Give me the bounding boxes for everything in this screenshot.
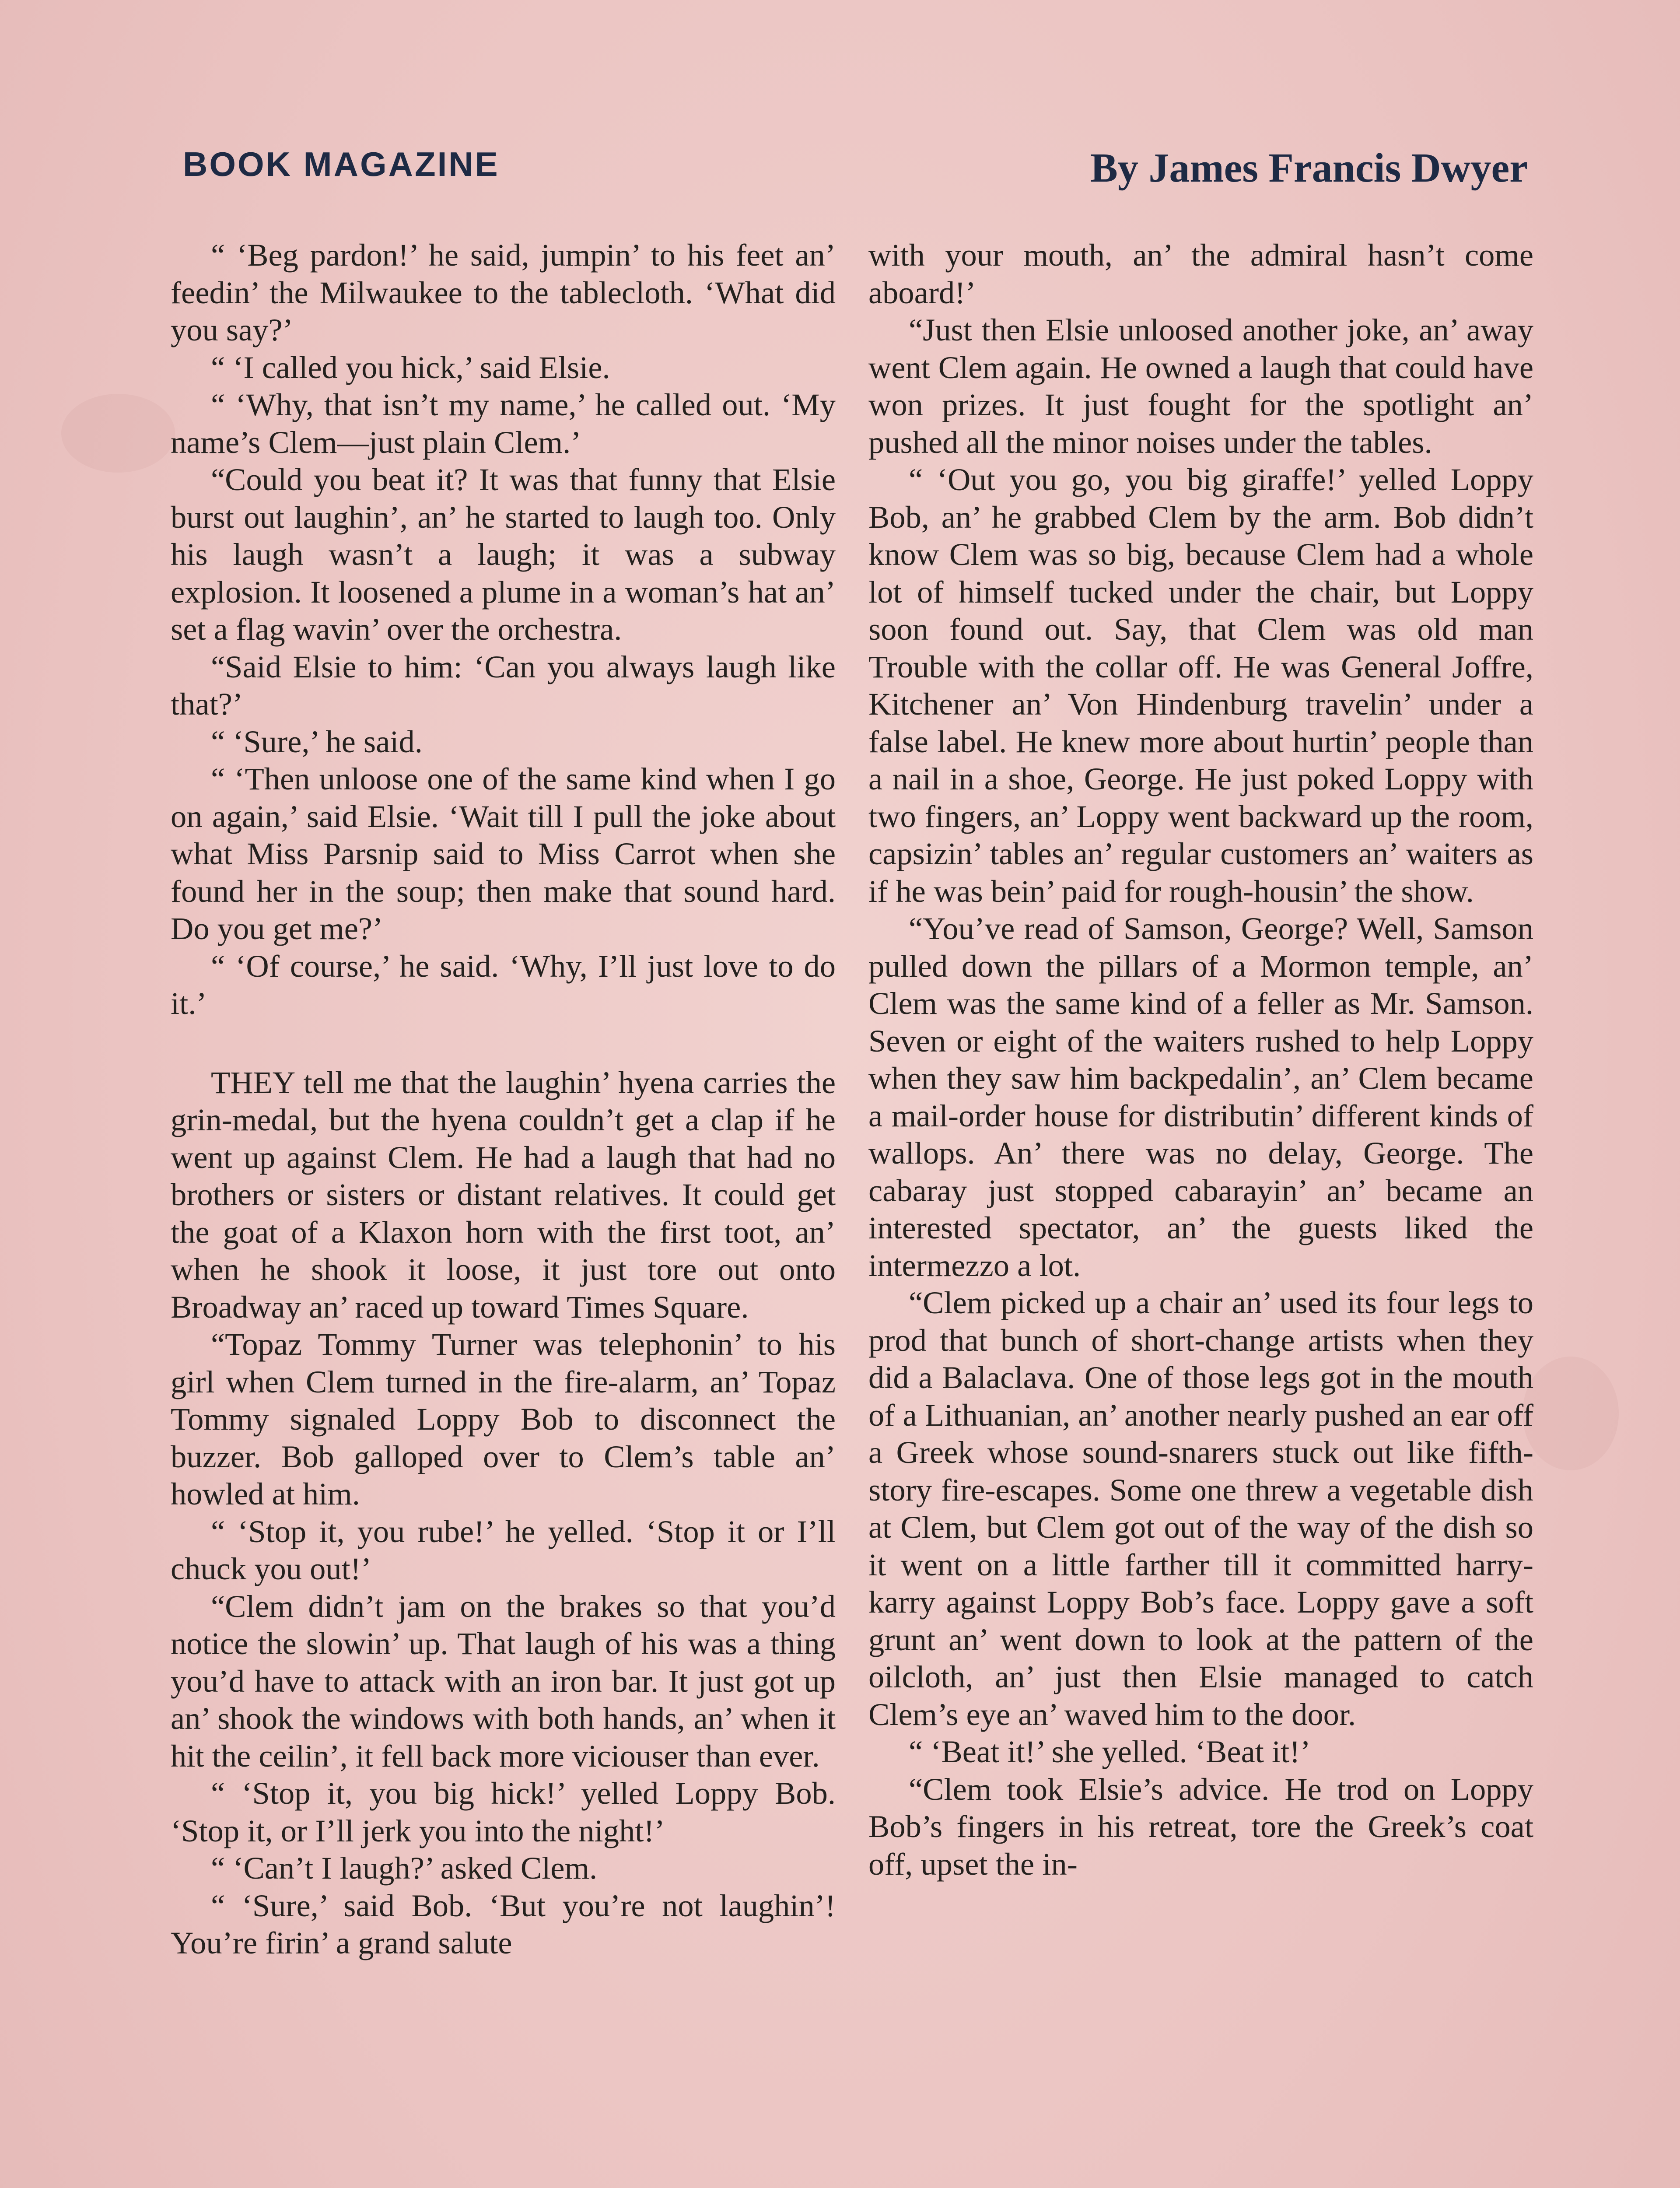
paragraph-continued: with your mouth, an’ the admiral hasn’t come aboard!’: [868, 237, 1533, 310]
paragraph: “ ‘Of course,’ he said. ‘Why, I’ll just love to do it.’: [171, 948, 836, 1021]
paper-stain: [61, 394, 175, 473]
paragraph: “ ‘Beat it!’ she yelled. ‘Beat it!’: [909, 1734, 1311, 1769]
paragraph: “Said Elsie to him: ‘Can you always laugh like that?’: [171, 649, 836, 722]
paragraph: “ ‘Then unloose one of the same kind when I go on again,’ said Elsie. ‘Wait till I pull the joke about what Miss Parsnip said to Miss Carrot when she found her in the soup; then make that sound hard. Do you get me?’: [171, 761, 836, 946]
paragraph: “ ‘Out you go, you big giraffe!’ yelled Loppy Bob, an’ he grabbed Clem by the arm. Bob didn’t know Clem was so big, because Clem had a whole lot of himself tucked under the chair, but Loppy soon found out. Say, that Clem was old man Trouble with the collar off. He was General Joffre, Kitchener an’ Von Hindenburg travelin’ under a false label. He knew more about hurtin’ people than a nail in a shoe, George. He just poked Loppy with two fingers, an’ Loppy went backward up the room, capsizin’ tables an’ regular customers an’ waiters as if he was bein’ paid for rough-housin’ the show.: [868, 462, 1533, 909]
paragraph: “ ‘Beg pardon!’ he said, jumpin’ to his feet an’ feedin’ the Milwaukee to the tablecloth. ‘What did you say?’: [171, 237, 836, 347]
paragraph: “Clem took Elsie’s advice. He trod on Loppy Bob’s fingers in his retreat, tore the Greek’s coat off, upset the in-: [868, 1771, 1533, 1882]
paragraph: “ ‘Stop it, you rube!’ he yelled. ‘Stop it or I’ll chuck you out!’: [171, 1513, 836, 1586]
paragraph: “Topaz Tommy Turner was telephonin’ to his girl when Clem turned in the fire-alarm, an’ Topaz Tommy signaled Loppy Bob to disconnect the buzzer. Bob galloped over to Clem’s table an’ howled at him.: [171, 1326, 836, 1511]
running-header: [183, 144, 1528, 191]
paragraph: “ ‘Stop it, you big hick!’ yelled Loppy Bob. ‘Stop it, or I’ll jerk you into the night!’: [171, 1775, 836, 1848]
paragraph: “Clem didn’t jam on the brakes so that you’d notice the slowin’ up. That laugh of his was a thing you’d have to attack with an iron bar. It just got up an’ shook the windows with both hands, an’ when it hit the ceilin’, it fell back more viciouser than ever.: [171, 1588, 836, 1774]
author-byline: By James Francis Dwyer: [1090, 145, 1528, 191]
paragraph: “ ‘Sure,’ he said.: [211, 723, 423, 759]
paragraph: “Clem picked up a chair an’ used its four legs to prod that bunch of short-change artists when they did a Balaclava. One of those legs got in the mouth of a Lithuanian, an’ another nearly pushed an ear off a Greek whose sound-snarers stuck out like fifth-story fire-escapes. Some one threw a vegetable dish at Clem, but Clem got out of the way of the dish so it went on a little farther till it committed harry-karry against Loppy Bob’s face. Loppy gave a soft grunt an’ went down to look at the pattern of the oilcloth, an’ just then Elsie managed to catch Clem’s eye an’ waved him to the door.: [868, 1285, 1533, 1732]
paragraph: “ ‘I called you hick,’ said Elsie.: [211, 349, 610, 385]
paragraph: “You’ve read of Samson, George? Well, Samson pulled down the pillars of a Mormon temple, an’ Clem was the same kind of a feller as Mr. Samson. Seven or eight of the waiters rushed to help Loppy when they saw him backpedalin’, an’ Clem became a mail-order house for distributin’ different kinds of wallops. An’ there was no delay, George. The cabaray just stopped cabarayin’ an’ became an interested spectator, an’ the guests liked the intermezzo a lot.: [868, 911, 1533, 1283]
section-opening-paragraph: THEY tell me that the laughin’ hyena carries the grin-medal, but the hyena couldn’t get a clap if he went up against Clem. He had a laugh that had no brothers or sisters or distant relatives. It could get the goat of a Klaxon horn with the first toot, an’ when he shook it loose, it just tore out onto Broadway an’ raced up toward Times Square.: [171, 1064, 836, 1325]
paragraph: “Could you beat it? It was that funny that Elsie burst out laughin’, an’ he started to laugh too. Only his laugh wasn’t a laugh; it was a subway explosion. It loosened a plume in a woman’s hat an’ set a flag wavin’ over the orchestra.: [171, 462, 836, 647]
paper-stain: [1522, 1357, 1619, 1470]
paragraph: “ ‘Sure,’ said Bob. ‘But you’re not laughin’! You’re firin’ a grand salute: [171, 1887, 836, 1960]
left-column: [171, 236, 836, 2188]
right-column: [868, 236, 1533, 2188]
paragraph: “ ‘Why, that isn’t my name,’ he called out. ‘My name’s Clem—just plain Clem.’: [171, 387, 836, 460]
magazine-title: BOOK MAGAZINE: [183, 145, 500, 183]
paragraph: “Just then Elsie unloosed another joke, an’ away went Clem again. He owned a laugh that could have won prizes. It just fought for the spotlight an’ pushed all the minor noises under the tables.: [868, 312, 1533, 460]
paragraph: “ ‘Can’t I laugh?’ asked Clem.: [211, 1850, 598, 1886]
